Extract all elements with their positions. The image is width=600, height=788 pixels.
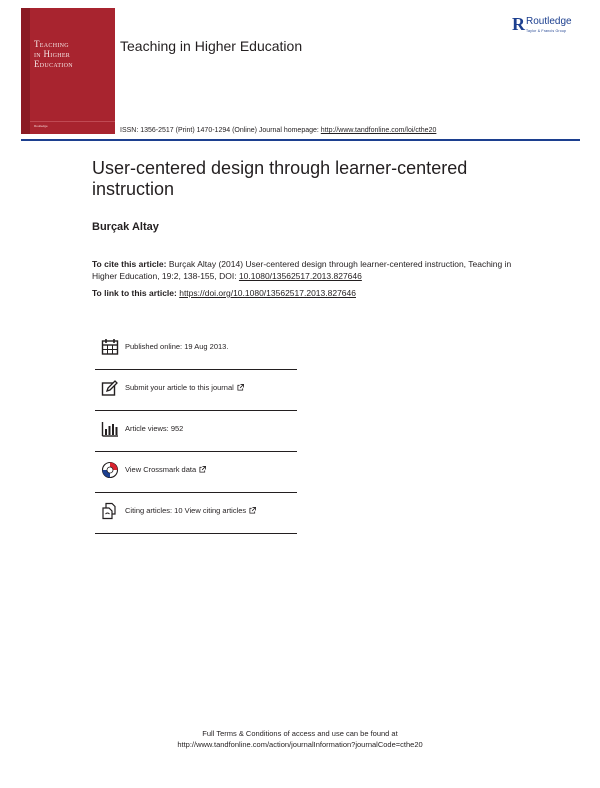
external-link-icon: [237, 384, 244, 391]
citation-label: To cite this article:: [92, 259, 167, 269]
published-row: [95, 329, 297, 370]
crossmark-row[interactable]: [95, 452, 297, 493]
issn-text: ISSN: 1356-2517 (Print) 1470-1294 (Online) Journal homepage:: [120, 127, 321, 134]
doi-link[interactable]: 10.1080/13562517.2013.827646: [238, 271, 362, 281]
article-views-count: Article views: 952: [125, 424, 184, 433]
citing-articles-link[interactable]: Citing articles: 10 View citing articles: [125, 506, 256, 515]
cover-title: Teaching in Higher Education: [34, 39, 73, 69]
journal-homepage-link[interactable]: http://www.tandfonline.com/loi/cthe20: [320, 127, 437, 134]
submit-article-row[interactable]: [95, 370, 297, 411]
cover-divider: [30, 121, 115, 122]
cover-publisher: Routledge: [34, 124, 48, 128]
article-views-row: [95, 411, 297, 452]
edit-icon: [101, 379, 119, 397]
article-metadata-list: [95, 329, 297, 534]
routledge-logo-icon: R: [512, 14, 525, 34]
crossmark-link[interactable]: View Crossmark data: [125, 465, 206, 474]
bar-chart-icon: [101, 420, 119, 438]
terms-text: Full Terms & Conditions of access and use can be found at: [202, 729, 398, 738]
header-divider: [21, 139, 580, 141]
cover-spine: [21, 8, 30, 134]
article-author: Burçak Altay: [92, 221, 159, 233]
journal-title: Teaching in Higher Education: [120, 38, 303, 54]
citation-block: [92, 258, 532, 282]
page-footer: [0, 728, 600, 750]
link-label: To link to this article:: [92, 288, 180, 298]
calendar-icon: [101, 338, 119, 356]
citing-articles-icon: [101, 502, 119, 520]
publisher-name: Routledge: [526, 16, 572, 27]
publisher-tagline: Taylor & Francis Group: [526, 29, 567, 33]
crossmark-icon: [101, 461, 119, 479]
citing-articles-row[interactable]: [95, 493, 297, 534]
submit-article-link[interactable]: Submit your article to this journal: [125, 383, 244, 392]
external-link-icon: [199, 466, 206, 473]
issn-line: [120, 127, 436, 134]
terms-link[interactable]: http://www.tandfonline.com/action/journalInformation?journalCode=cthe20: [177, 740, 423, 749]
article-title: User-centered design through learner-centered instruction: [92, 158, 468, 199]
published-date: Published online: 19 Aug 2013.: [125, 342, 229, 351]
external-link-icon: [249, 507, 256, 514]
publisher-logo: [512, 14, 592, 40]
article-doi-link[interactable]: https://doi.org/10.1080/13562517.2013.827646: [179, 288, 356, 298]
citation-text: Burçak Altay (2014) User-centered design through learner-centered instruction, Teaching in Higher Education, 19:2, 138-155, DOI:: [92, 259, 512, 281]
article-link-block: [92, 288, 532, 298]
journal-cover-image: [21, 8, 115, 134]
